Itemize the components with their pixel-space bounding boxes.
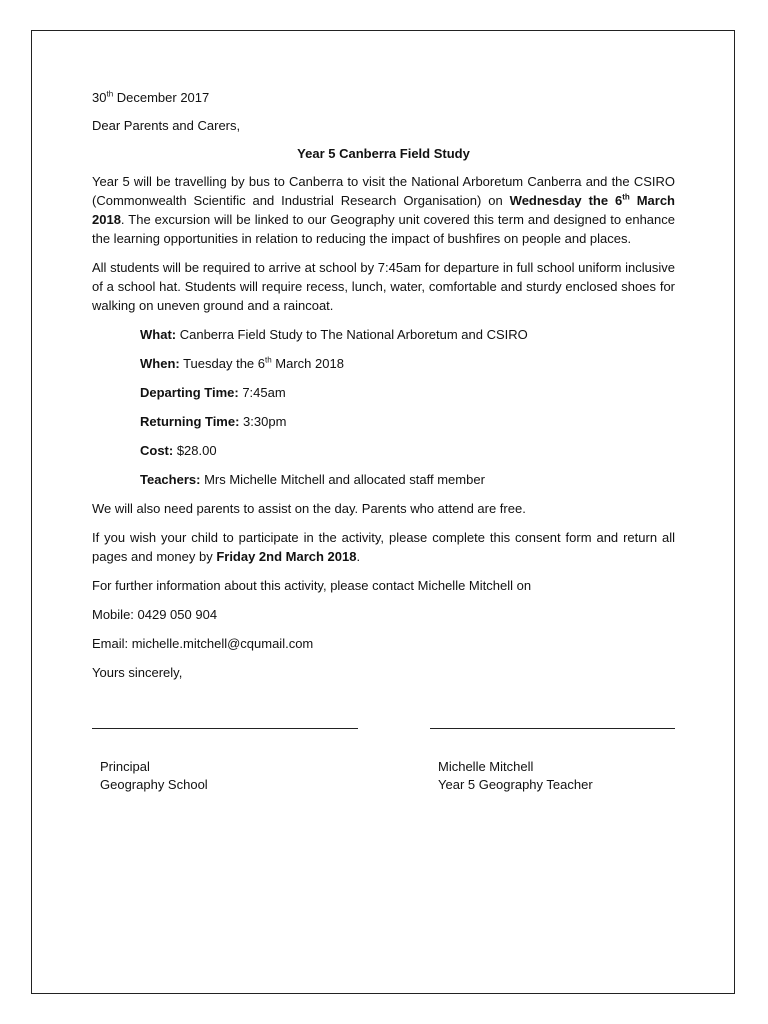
- detail-returning-time: Returning Time: 3:30pm: [140, 414, 287, 429]
- principal-school: Geography School: [100, 777, 208, 792]
- detail-when: When: Tuesday the 6th March 2018: [140, 355, 344, 371]
- detail-cost: Cost: $28.00: [140, 443, 217, 458]
- consent-paragraph: If you wish your child to participate in the activity, please complete this consent form and return all pages and money by Friday 2nd March 2018.: [92, 530, 675, 564]
- detail-teachers: Teachers: Mrs Michelle Mitchell and allocated staff member: [140, 472, 485, 487]
- contact-email: Email: michelle.mitchell@cqumail.com: [92, 636, 314, 651]
- parents-paragraph: We will also need parents to assist on the day. Parents who attend are free.: [92, 501, 526, 516]
- closing: Yours sincerely,: [92, 665, 183, 680]
- letter-body: [92, 88, 675, 692]
- teacher-name: Michelle Mitchell: [438, 759, 534, 774]
- signature-line-principal: [92, 728, 358, 729]
- contact-paragraph: For further information about this activity, please contact Michelle Mitchell on: [92, 578, 532, 593]
- detail-what: What: Canberra Field Study to The National Arboretum and CSIRO: [140, 327, 528, 342]
- teacher-title: Year 5 Geography Teacher: [438, 777, 593, 792]
- principal-role: Principal: [100, 759, 150, 774]
- greeting: Dear Parents and Carers,: [92, 118, 241, 133]
- requirements-paragraph: All students will be required to arrive at school by 7:45am for departure in full school uniform inclusive of a school hat. Students will require recess, lunch, water, comfortable and sturdy enclosed shoes for walking on uneven ground and a raincoat.: [92, 260, 675, 313]
- detail-departing-time: Departing Time: 7:45am: [140, 385, 286, 400]
- letter-date: 30th December 2017: [92, 89, 210, 105]
- intro-paragraph: Year 5 will be travelling by bus to Canberra to visit the National Arboretum Canberra and the CSIRO (Commonwealth Scientific and Industrial Research Organisation) on Wednesday the 6th March 2018. The excursion will be linked to our Geography unit covered this term and designed to enhance the learning opportunities in relation to reducing the impact of bushfires on people and places.: [92, 174, 676, 246]
- signature-block-teacher: [438, 758, 593, 794]
- contact-mobile: Mobile: 0429 050 904: [92, 607, 218, 622]
- signature-block-principal: [100, 758, 208, 794]
- letter-title: Year 5 Canberra Field Study: [297, 146, 470, 161]
- signature-line-teacher: [430, 728, 675, 729]
